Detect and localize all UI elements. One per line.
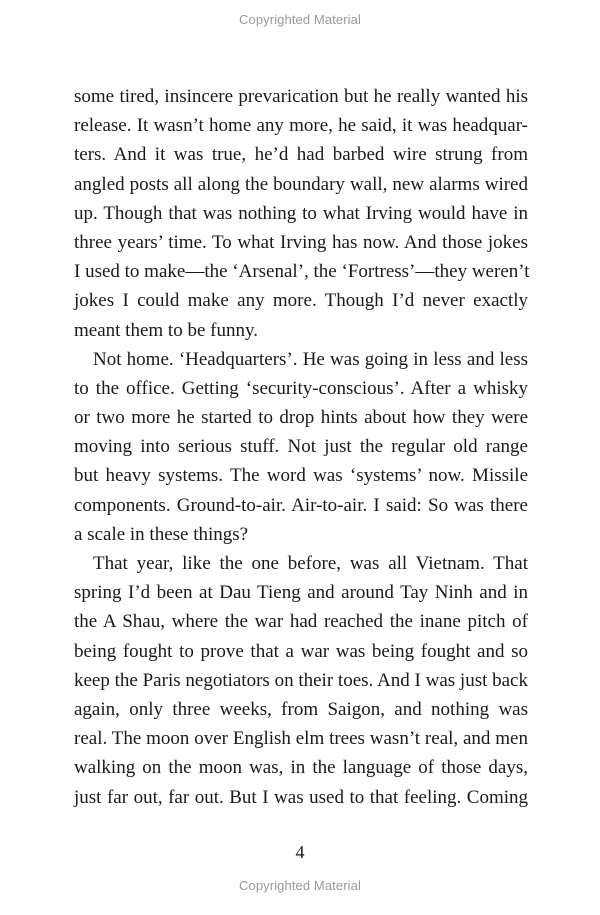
text-line: angled posts all along the boundary wall, new alarms wired bbox=[74, 173, 528, 195]
text-line: the A Shau, where the war had reached the inane pitch of bbox=[74, 611, 528, 633]
text-line: release. It wasn’t home any more, he said, it was headquar- bbox=[74, 115, 528, 137]
text-line: components. Ground-to-air. Air-to-air. I said: So was there bbox=[74, 494, 528, 516]
page-number: 4 bbox=[295, 842, 305, 862]
text-line: real. The moon over English elm trees wasn’t real, and men bbox=[74, 728, 528, 750]
text-line: spring I’d been at Dau Tieng and around Tay Ninh and in bbox=[74, 582, 528, 604]
text-line: ters. And it was true, he’d had barbed wire strung from bbox=[74, 144, 528, 166]
text-line: Not home. ‘Headquarters’. He was going in less and less bbox=[93, 348, 528, 370]
text-line: just far out, far out. But I was used to that feeling. Coming bbox=[74, 786, 528, 808]
text-line: jokes I could make any more. Though I’d never exactly bbox=[74, 290, 528, 312]
text-line: being fought to prove that a war was being fought and so bbox=[74, 640, 528, 662]
text-line: keep the Paris negotiators on their toes. And I was just back bbox=[74, 669, 528, 691]
text-line: some tired, insincere prevarication but he really wanted his bbox=[74, 86, 528, 107]
text-line: meant them to be funny. bbox=[74, 319, 258, 341]
copyright-watermark-bottom: Copyrighted Material bbox=[239, 878, 361, 893]
text-line: a scale in these things? bbox=[74, 523, 249, 545]
text-line: or two more he started to drop hints about how they were bbox=[74, 407, 528, 429]
text-line: to the office. Getting ‘security-conscious’. After a whisky bbox=[74, 377, 528, 399]
text-line: moving into serious stuff. Not just the regular old range bbox=[74, 436, 528, 458]
text-line: I used to make—the ‘Arsenal’, the ‘Fortress’—they weren’t bbox=[74, 261, 530, 283]
copyright-watermark-top: Copyrighted Material bbox=[239, 12, 361, 27]
text-line: but heavy systems. The word was ‘systems’ now. Missile bbox=[74, 465, 528, 487]
text-line: again, only three weeks, from Saigon, and nothing was bbox=[74, 698, 528, 720]
text-line: walking on the moon was, in the language of those days, bbox=[74, 757, 528, 779]
text-line: three years’ time. To what Irving has now. And those jokes bbox=[74, 231, 528, 253]
body-text bbox=[74, 82, 528, 812]
text-line: up. Though that was nothing to what Irving would have in bbox=[74, 202, 528, 224]
text-line: That year, like the one before, was all Vietnam. That bbox=[93, 553, 528, 574]
